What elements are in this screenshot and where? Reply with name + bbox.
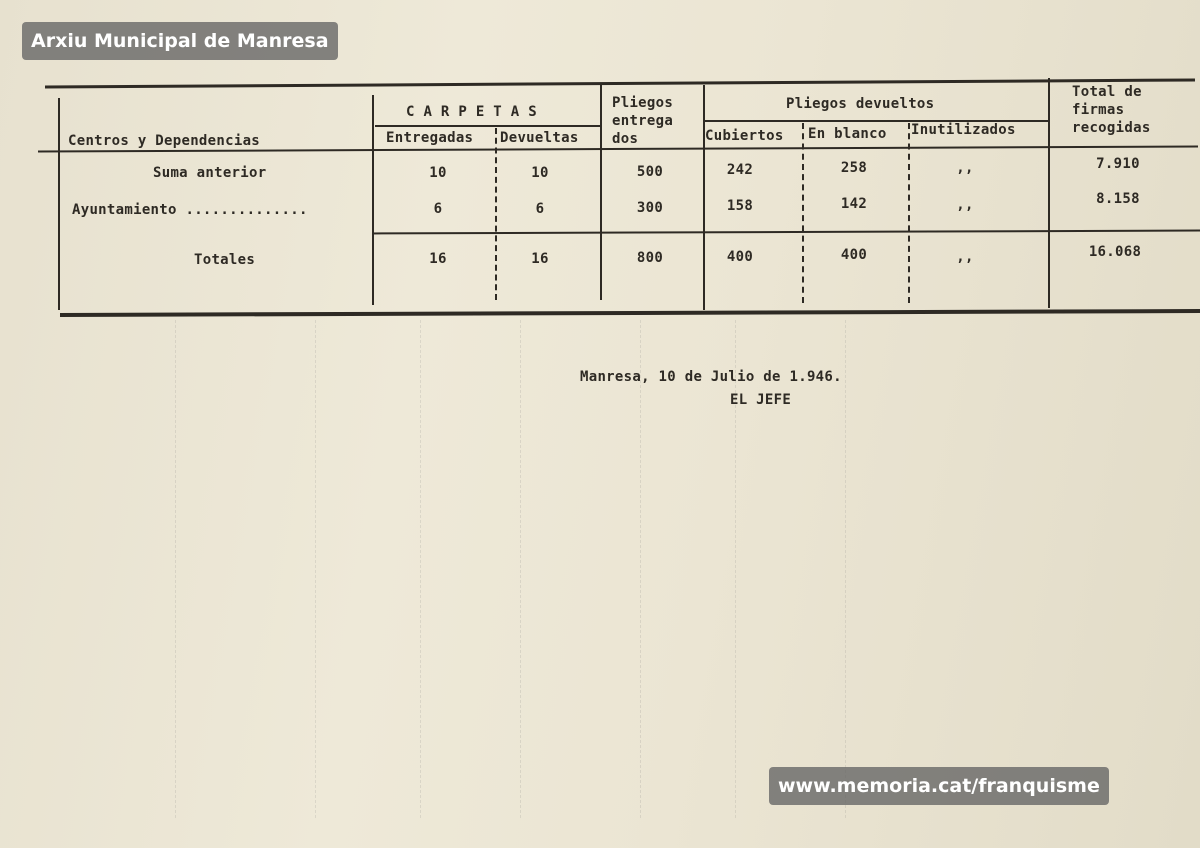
row-inutil: ,, — [956, 197, 974, 213]
header-pliegos-3: dos — [612, 131, 639, 147]
header-pliegos-2: entrega — [612, 113, 674, 129]
col-rule-carpetas — [372, 95, 374, 305]
table-bottom-rule — [60, 309, 1200, 317]
site-watermark: www.memoria.cat/franquisme — [769, 767, 1109, 805]
row-label: Ayuntamiento .............. — [72, 202, 308, 218]
row-total: 8.158 — [1096, 191, 1140, 207]
row-total: 7.910 — [1096, 156, 1140, 172]
col-rule-devueltos — [703, 85, 705, 310]
header-pliegos-1: Pliegos — [612, 95, 674, 111]
col-rule-total — [1048, 78, 1050, 308]
col-rule-devueltas — [495, 128, 497, 300]
header-entregadas: Entregadas — [386, 130, 474, 146]
signature: EL JEFE — [730, 392, 792, 408]
row-inutil: ,, — [956, 160, 974, 176]
header-centros: Centros y Dependencias — [68, 133, 261, 149]
table-top-rule — [45, 78, 1195, 88]
row-pliegos: 500 — [636, 164, 664, 180]
header-total-3: recogidas — [1072, 120, 1151, 136]
header-carpetas: C A R P E T A S — [406, 104, 537, 120]
row-pliegos: 300 — [636, 200, 664, 216]
row-label: Suma anterior — [153, 165, 267, 181]
header-en-blanco: En blanco — [808, 126, 887, 142]
row-cubiertos: 242 — [726, 162, 754, 178]
row-entregadas: 6 — [433, 201, 443, 217]
col-rule-inutil — [908, 123, 910, 303]
row-blanco: 142 — [840, 196, 868, 212]
header-cubiertos: Cubiertos — [705, 128, 784, 144]
totals-inutil: ,, — [956, 249, 974, 265]
totals-entregadas: 16 — [429, 251, 447, 267]
totals-total: 16.068 — [1088, 244, 1142, 260]
archive-watermark: Arxiu Municipal de Manresa — [22, 22, 338, 60]
row-entregadas: 10 — [429, 165, 447, 181]
row-cubiertos: 158 — [726, 198, 754, 214]
totals-label: Totales — [194, 252, 256, 268]
totals-blanco: 400 — [840, 247, 868, 263]
totals-cubiertos: 400 — [726, 249, 754, 265]
header-inutilizados: Inutilizados — [911, 122, 1016, 138]
place-date: Manresa, 10 de Julio de 1.946. — [580, 369, 842, 385]
carpetas-sub-rule — [375, 125, 600, 127]
row-devueltas: 6 — [535, 201, 545, 217]
header-total-2: firmas — [1072, 102, 1125, 118]
header-pliegos-devueltos: Pliegos devueltos — [786, 96, 935, 112]
totals-devueltas: 16 — [531, 251, 549, 267]
col-rule-left — [58, 98, 60, 310]
header-devueltas: Devueltas — [500, 130, 579, 146]
col-rule-blanco — [802, 123, 804, 303]
totals-pliegos: 800 — [636, 250, 664, 266]
row-devueltas: 10 — [531, 165, 549, 181]
col-rule-pliegos — [600, 85, 602, 300]
row-blanco: 258 — [840, 160, 868, 176]
header-total-1: Total de — [1072, 84, 1142, 100]
